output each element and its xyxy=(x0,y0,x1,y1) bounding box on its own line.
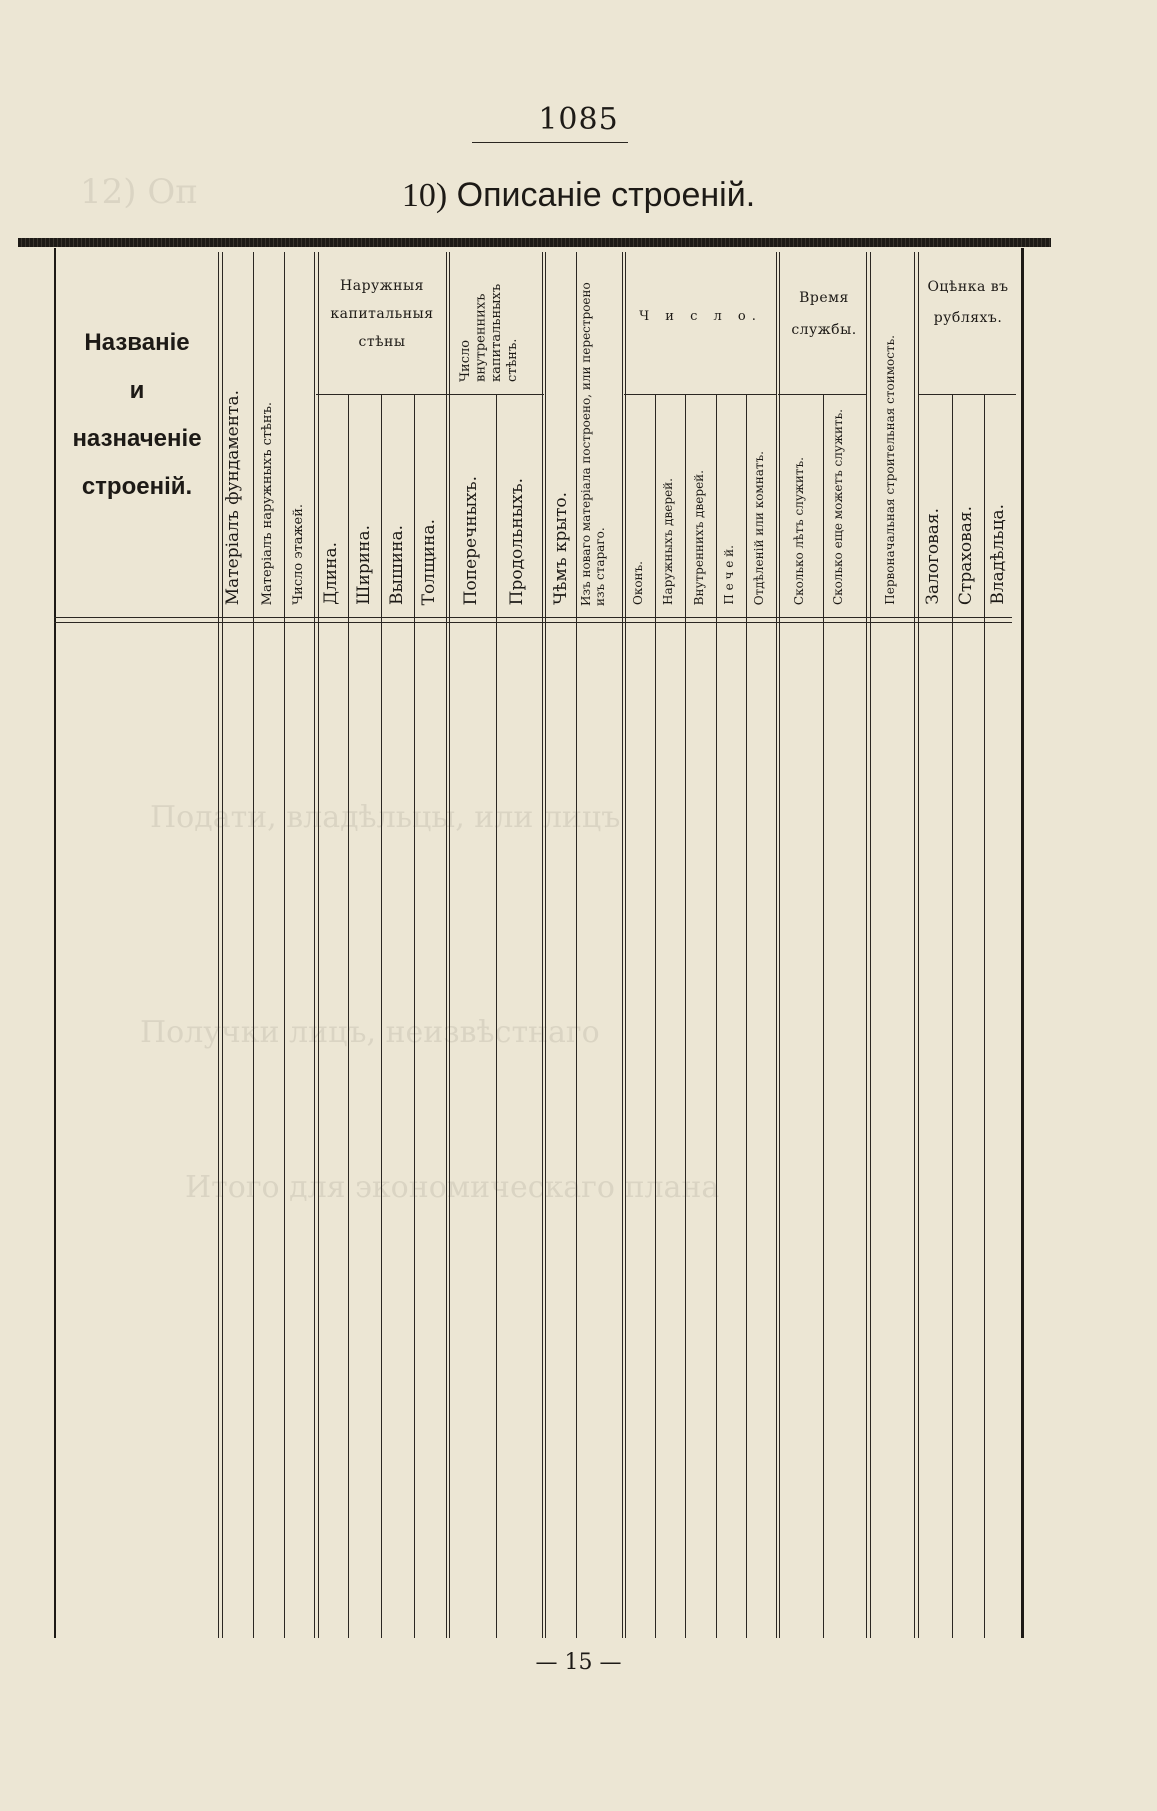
bleed-through-text: Итого для экономическаго плана xyxy=(185,1170,720,1205)
valuation-group-rule xyxy=(918,394,1016,395)
col-initial-cost: Первоначальная строительная стоимость. xyxy=(883,335,897,605)
col-pledge: Залоговая. xyxy=(923,508,943,605)
column-rule xyxy=(866,252,867,1638)
bleed-through-text: Подати, владѣльцы, или лицъ xyxy=(150,800,621,835)
outer-walls-group-label: Наружныя капитальныя стѣны xyxy=(330,278,434,350)
col-stoves: П е ч е й. xyxy=(722,545,736,605)
column-rule xyxy=(253,252,254,1638)
col-new-or-rebuilt: Изъ новаго матеріала построено, или перестроено изъ стараго. xyxy=(579,282,607,606)
top-rule xyxy=(18,238,1051,247)
column-rule xyxy=(542,252,543,1638)
name-header-line: назначеніе xyxy=(72,425,202,452)
column-rule xyxy=(823,395,824,1638)
column-rule xyxy=(952,395,953,1638)
column-rule xyxy=(776,252,777,1638)
column-rule xyxy=(716,395,717,1638)
col-years-served: Сколько лѣтъ служитъ. xyxy=(792,456,806,605)
col-height: Вышина. xyxy=(387,524,407,605)
inner-walls-group-rule xyxy=(451,394,543,395)
column-rule xyxy=(622,252,623,1638)
column-rule xyxy=(746,395,747,1638)
column-rule xyxy=(984,395,985,1638)
column-rule xyxy=(625,252,626,1638)
page-number: 1085 xyxy=(538,102,619,137)
column-rule xyxy=(348,395,349,1638)
column-rule xyxy=(779,252,780,1638)
title-number: 10) xyxy=(401,177,448,214)
number-group-rule xyxy=(624,394,776,395)
bleed-through-text: 12) Оп xyxy=(80,172,198,212)
col-thickness: Толщина. xyxy=(419,518,439,605)
column-rule xyxy=(284,252,285,1638)
col-outer-doors: Наружныхъ дверей. xyxy=(661,477,675,605)
title-text: Описаніе строеній. xyxy=(456,176,756,214)
column-rule xyxy=(446,252,447,1638)
col-windows: Оконъ. xyxy=(631,560,645,605)
col-walls-material: Матеріалъ наружныхъ стѣнъ. xyxy=(260,401,275,605)
header-bottom-rule xyxy=(54,622,1012,623)
col-years-left: Сколько еще можетъ служить. xyxy=(831,409,845,605)
outer-walls-group-header xyxy=(318,272,446,356)
column-rule xyxy=(414,395,415,1638)
column-rule xyxy=(218,252,219,1638)
col-length: Длина. xyxy=(321,542,341,605)
col-longitudinal: Продольныхъ. xyxy=(507,477,527,605)
column-rule xyxy=(496,395,497,1638)
page-footer-number: — 15 — xyxy=(535,1650,622,1675)
column-rule xyxy=(314,252,315,1638)
number-group-header: Ч и с л о. xyxy=(639,309,762,324)
name-header-line: и xyxy=(129,377,145,404)
column-rule xyxy=(318,252,319,1638)
column-rule xyxy=(576,252,577,1638)
column-rule xyxy=(545,252,546,1638)
column-rule xyxy=(685,395,686,1638)
name-header-line: строеній. xyxy=(81,473,193,500)
column-rule xyxy=(870,252,871,1638)
column-rule xyxy=(655,395,656,1638)
service-group-header: Время службы. xyxy=(791,290,857,339)
column-rule xyxy=(918,252,919,1638)
valuation-group-header: Оцѣнка въ рубляхъ. xyxy=(927,279,1009,326)
col-floors: Число этажей. xyxy=(291,504,306,605)
inner-walls-group-header: Число внутреннихъ капитальныхъ стѣнъ. xyxy=(458,283,520,382)
col-insurance: Страховая. xyxy=(956,505,976,605)
column-rule xyxy=(914,252,915,1638)
col-rooms: Отдѣленій или комнатъ. xyxy=(752,450,766,605)
col-owner: Владѣльца. xyxy=(988,504,1008,605)
bleed-through-text: Получки лицъ, неизвѣстнаго xyxy=(140,1015,600,1050)
col-transverse: Поперечныхъ. xyxy=(461,475,481,605)
column-rule xyxy=(381,395,382,1638)
page-title xyxy=(0,176,1157,215)
name-header xyxy=(62,328,212,502)
header-bottom-rule xyxy=(54,617,1012,618)
page-number-rule xyxy=(472,142,628,143)
col-inner-doors: Внутреннихъ дверей. xyxy=(692,469,706,605)
col-foundation: Матеріалъ фундамента. xyxy=(223,389,243,605)
col-width: Ширина. xyxy=(354,525,374,605)
name-header-line: Названіе xyxy=(84,329,190,356)
column-rule xyxy=(449,252,450,1638)
col-roof: Чѣмъ крыто. xyxy=(551,492,571,605)
